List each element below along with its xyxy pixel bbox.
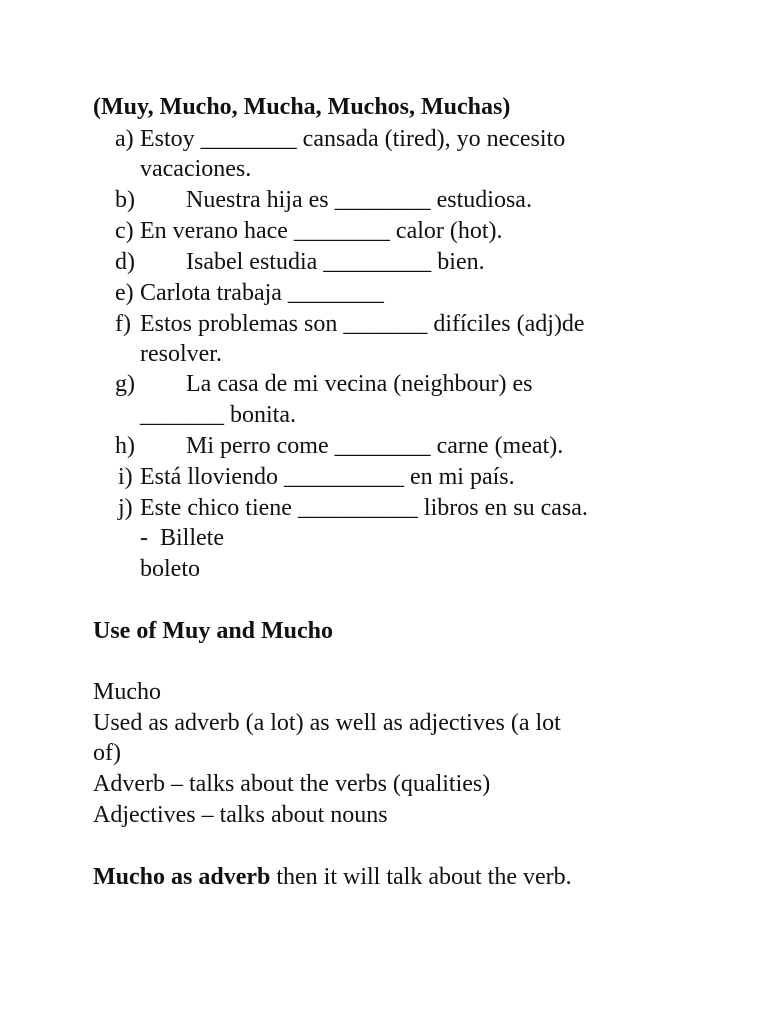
- item-marker-h: h): [115, 433, 135, 459]
- note-boleto: boleto: [140, 556, 200, 582]
- adjectives-line: Adjectives – talks about nouns: [93, 802, 388, 828]
- item-g-text-continued: _______ bonita.: [140, 402, 296, 428]
- item-h-text: Mi perro come ________ carne (meat).: [186, 433, 564, 459]
- item-b-text: Nuestra hija es ________ estudiosa.: [186, 187, 532, 213]
- item-marker-d: d): [115, 249, 135, 275]
- item-j-text: Este chico tiene __________ libros en su casa.: [140, 495, 588, 521]
- item-a-text: Estoy ________ cansada (tired), yo necesito: [140, 126, 566, 152]
- definition-line-2: of): [93, 740, 121, 766]
- definition-line-1: Used as adverb (a lot) as well as adjectives (a lot: [93, 710, 561, 736]
- item-marker-j: j): [118, 495, 133, 521]
- item-f-text: Estos problemas son _______ difíciles (adj)de: [140, 311, 585, 337]
- item-marker-c: c): [115, 218, 134, 244]
- item-a-text-continued: vacaciones.: [140, 156, 252, 182]
- item-marker-b: b): [115, 187, 135, 213]
- note-billete: - Billete: [140, 525, 224, 551]
- item-marker-e: e): [115, 280, 134, 306]
- item-i-text: Está lloviendo __________ en mi país.: [140, 464, 515, 490]
- item-f-text-continued: resolver.: [140, 341, 222, 367]
- item-marker-i: i): [118, 464, 133, 490]
- section-term: Mucho: [93, 679, 161, 705]
- item-marker-g: g): [115, 371, 135, 397]
- closing-sentence: [93, 862, 572, 892]
- exercise-heading: (Muy, Mucho, Mucha, Muchos, Muchas): [93, 94, 511, 120]
- item-c-text: En verano hace ________ calor (hot).: [140, 218, 503, 244]
- item-g-text: La casa de mi vecina (neighbour) es: [186, 371, 533, 397]
- closing-rest: then it will talk about the verb.: [270, 864, 572, 890]
- item-marker-a: a): [115, 126, 134, 152]
- section-heading: Use of Muy and Mucho: [93, 618, 334, 644]
- item-e-text: Carlota trabaja ________: [140, 280, 384, 306]
- adverb-line: Adverb – talks about the verbs (qualities): [93, 771, 491, 797]
- item-marker-f: f): [115, 311, 131, 337]
- closing-bold-phrase: Mucho as adverb: [93, 864, 271, 890]
- item-d-text: Isabel estudia _________ bien.: [186, 249, 485, 275]
